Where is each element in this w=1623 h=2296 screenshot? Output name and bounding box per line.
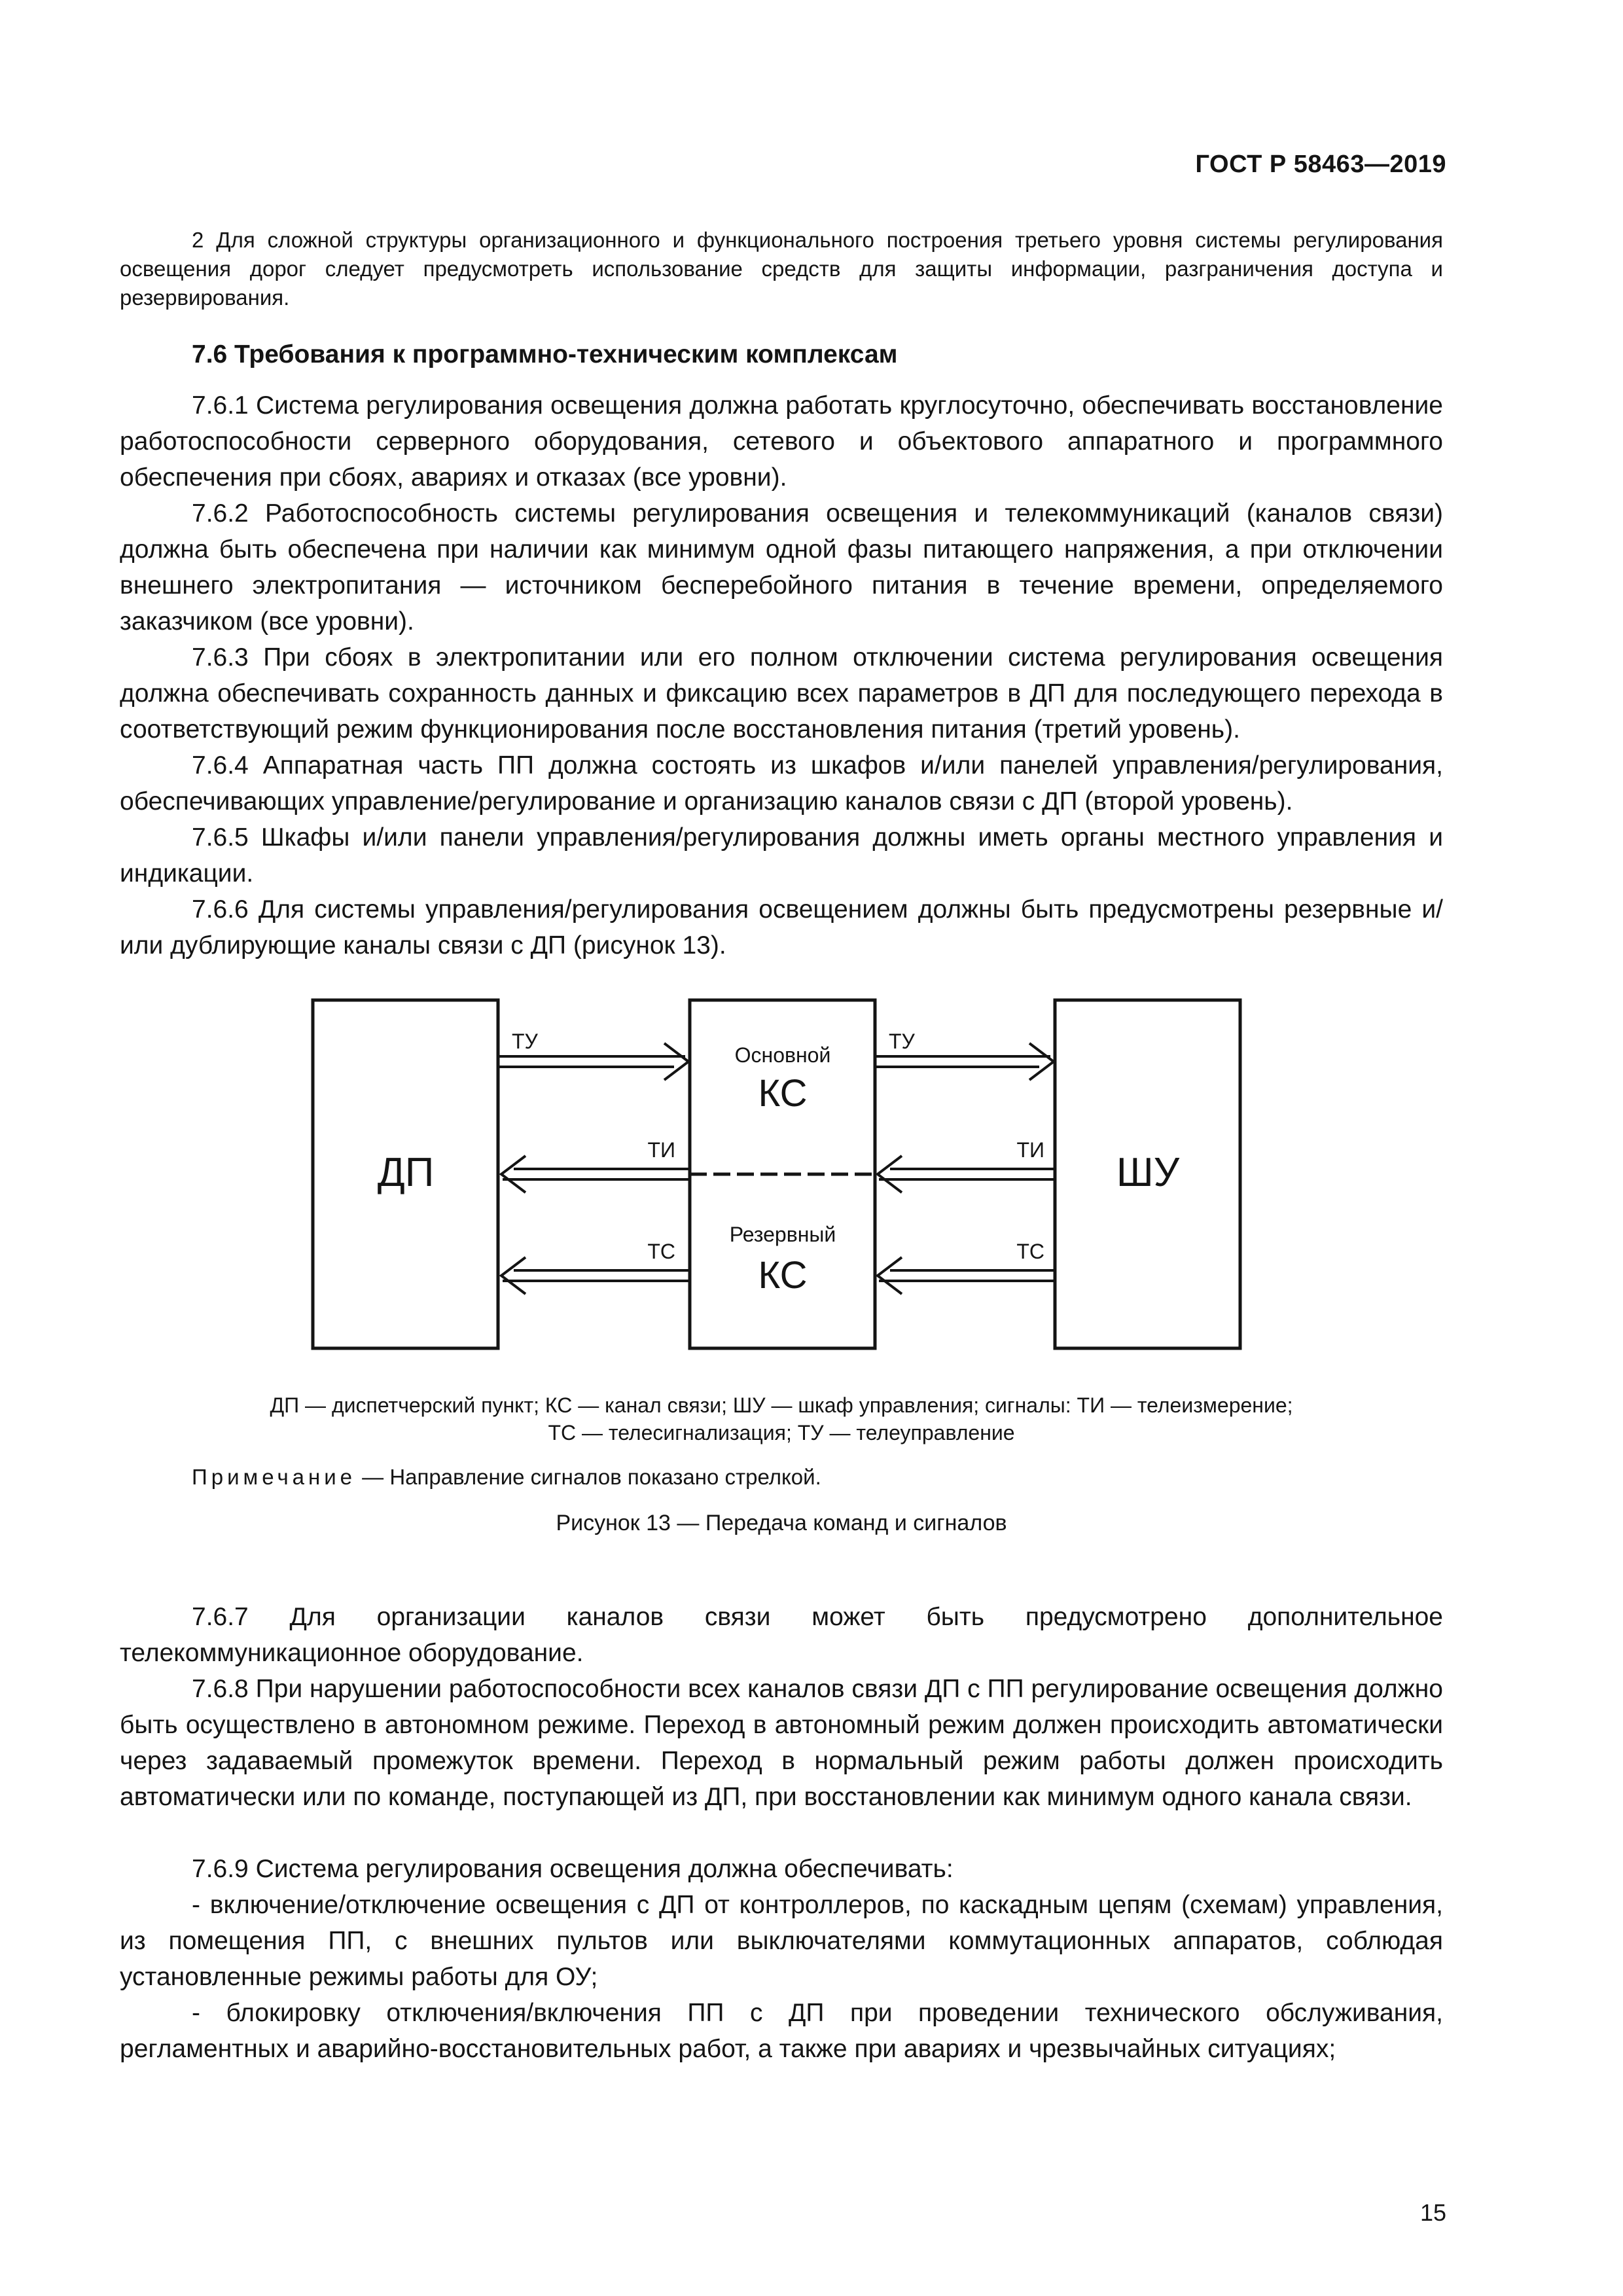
signal-ts-right: ТС — [1016, 1240, 1044, 1263]
main-ks-title: Основной — [734, 1043, 831, 1067]
signal-ti-right: ТИ — [1016, 1138, 1044, 1162]
main-ks-label: КС — [758, 1072, 808, 1115]
signal-diagram — [308, 995, 1257, 1361]
list-item-blocking: - блокировку отключения/включения ПП с ДП при проведении технического обслуживания, регламентных и аварийно-восстановительных работ, а также при авариях и чрезвычайных ситуациях; — [120, 1999, 1443, 2063]
paragraph-7-6-6: 7.6.6 Для системы управления/регулирования освещением должны быть предусмотрены резервные и/или дублирующие каналы связи с ДП (рисунок 13). — [120, 895, 1443, 960]
paragraph-7-6-5: 7.6.5 Шкафы и/или панели управления/регулирования должны иметь органы местного управления и индикации. — [120, 823, 1443, 888]
signal-ts-left: ТС — [647, 1240, 675, 1263]
figure-note-label: Примечание — [192, 1465, 357, 1489]
dp-label: ДП — [377, 1150, 435, 1195]
signal-ti-left: ТИ — [647, 1138, 675, 1162]
paragraph-7-6-1: 7.6.1 Система регулирования освещения должна работать круглосуточно, обеспечивать восстановление работоспособности серверного оборудования, сетевого и объектового аппаратного и программного обеспечения при сбоях, авариях и отказах (все уровни). — [120, 391, 1443, 492]
paragraph-7-6-2: 7.6.2 Работоспособность системы регулирования освещения и телекоммуникаций (каналов связи) должна быть обеспечена при наличии как минимум одной фазы питающего напряжения, а при отключении внешнего электропитания — источником бесперебойного питания в течение времени, определяемого заказчиком (все уровни). — [120, 499, 1443, 636]
signal-tu-right: ТУ — [889, 1030, 915, 1053]
reserve-ks-label: КС — [758, 1254, 808, 1297]
legend-line-1: ДП — диспетчерский пункт; КС — канал связи; ШУ — шкаф управления; сигналы: ТИ — телеизмерение; — [270, 1393, 1293, 1417]
figure-note-text: — Направление сигналов показано стрелкой. — [356, 1465, 821, 1489]
diagram-legend — [120, 1391, 1443, 1446]
page-number: 15 — [1419, 2199, 1446, 2226]
paragraph-7-6-8: 7.6.8 При нарушении работоспособности всех каналов связи ДП с ПП регулирование освещения должно быть осуществлено в автономном режиме. Переход в автономный режим должен происходить автоматически через задаваемый промежуток времени. Переход в нормальный режим работы должен происходить автоматически или по команде, поступающей из ДП, при восстановлении как минимум одного канала связи. — [120, 1675, 1443, 1811]
paragraph-7-6-4: 7.6.4 Аппаратная часть ПП должна состоять из шкафов и/или панелей управления/регулирования, обеспечивающих управление/регулирование и организацию каналов связи с ДП (второй уровень). — [120, 751, 1443, 816]
legend-line-2: ТС — телесигнализация; ТУ — телеуправление — [548, 1421, 1015, 1444]
note-top: 2 Для сложной структуры организационного и функционального построения третьего уровня системы регулирования освещения дорог следует предусмотреть использование средств для защиты информации, разграничения доступа и резервирования. — [120, 228, 1443, 310]
reserve-ks-title: Резервный — [729, 1223, 836, 1246]
document-id: ГОСТ Р 58463—2019 — [1195, 151, 1446, 178]
paragraph-7-6-7: 7.6.7 Для организации каналов связи может быть предусмотрено дополнительное телекоммуникационное оборудование. — [120, 1603, 1443, 1667]
figure-note — [192, 1465, 821, 1490]
paragraph-7-6-3: 7.6.3 При сбоях в электропитании или его полном отключении система регулирования освещения должна обеспечивать сохранность данных и фиксацию всех параметров в ДП для последующего перехода в соответствующий режим функционирования после восстановления питания (третий уровень). — [120, 643, 1443, 744]
section-title: 7.6 Требования к программно-техническим комплексам — [192, 340, 898, 368]
list-item-switching: - включение/отключение освещения с ДП от контроллеров, по каскадным цепям (схемам) управления, из помещения ПП, с внешних пультов или выключателями коммутационных аппаратов, соблюдая установленные режимы работы для ОУ; — [120, 1891, 1443, 1991]
shu-label: ШУ — [1116, 1150, 1180, 1195]
figure-caption: Рисунок 13 — Передача команд и сигналов — [556, 1511, 1007, 1535]
paragraph-7-6-9: 7.6.9 Система регулирования освещения должна обеспечивать: — [192, 1855, 954, 1883]
signal-tu-left: ТУ — [512, 1030, 538, 1053]
